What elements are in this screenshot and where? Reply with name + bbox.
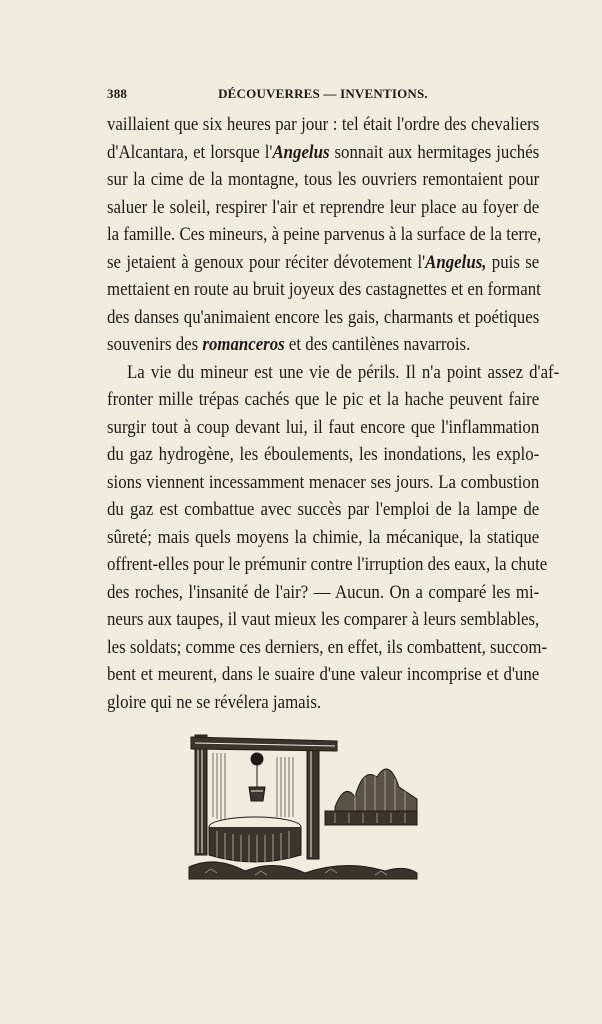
text-line: du gaz hydrogène, les éboulements, les inondations, les explo- bbox=[107, 445, 540, 465]
text-line: mettaient en route au bruit joyeux des castagnettes et en formant bbox=[107, 280, 541, 300]
text-line: gloire qui ne se révélera jamais. bbox=[107, 692, 322, 713]
text-line: sûreté; mais quels moyens la chimie, la mécanique, la statique bbox=[107, 527, 540, 548]
text-line: saluer le soleil, respirer l'air et reprendre leur place au foyer de bbox=[107, 197, 540, 218]
text-line: surgir tout à coup devant lui, il faut encore que l'inflammation bbox=[107, 417, 540, 438]
text-line: souvenirs des romanceros et des cantilènes navarrois. bbox=[107, 335, 471, 355]
text-line: sur la cime de la montagne, tous les ouvriers remontaient pour bbox=[107, 170, 540, 190]
text-line: d'Alcantara, et lorsque l'Angelus sonnait aux hermitages juchés bbox=[107, 142, 540, 163]
text-line: des danses qu'animaient encore les gais, charmants et poétiques bbox=[107, 307, 540, 328]
text-line: la famille. Ces mineurs, à peine parvenus à la surface de la terre, bbox=[107, 225, 542, 245]
text-line: les soldats; comme ces derniers, en effet, ils combattent, succom- bbox=[107, 637, 548, 658]
text-line: La vie du mineur est une vie de périls. Il n'a point assez d'af- bbox=[127, 362, 560, 383]
text-line: des roches, l'insanité de l'air? — Aucun. On a comparé les mi- bbox=[107, 582, 540, 603]
text-line: du gaz est combattue avec succès par l'emploi de la lampe de bbox=[107, 500, 540, 520]
header-title: DÉCOUVERRES — INVENTIONS. bbox=[218, 86, 428, 101]
text-line: sions viennent incessamment menacer ses jours. La combustion bbox=[107, 472, 540, 493]
text-line: offrent-elles pour le prémunir contre l'irruption des eaux, la chute bbox=[107, 555, 548, 575]
text-line: se jetaient à genoux pour réciter dévotement l'Angelus, puis se bbox=[107, 252, 540, 273]
text-line: bent et meurent, dans le suaire d'une valeur incomprise et d'une bbox=[107, 665, 540, 685]
text-line: vaillaient que six heures par jour : tel était l'ordre des chevaliers bbox=[107, 115, 540, 135]
text-line: fronter mille trépas cachés que le pic et la hache peuvent faire bbox=[107, 390, 540, 410]
running-header bbox=[107, 86, 539, 106]
body-text bbox=[107, 112, 560, 717]
text-line: neurs aux taupes, il vaut mieux les comparer à leurs semblables, bbox=[107, 610, 540, 630]
well-engraving-icon bbox=[185, 727, 421, 881]
page-number: 388 bbox=[107, 86, 128, 101]
